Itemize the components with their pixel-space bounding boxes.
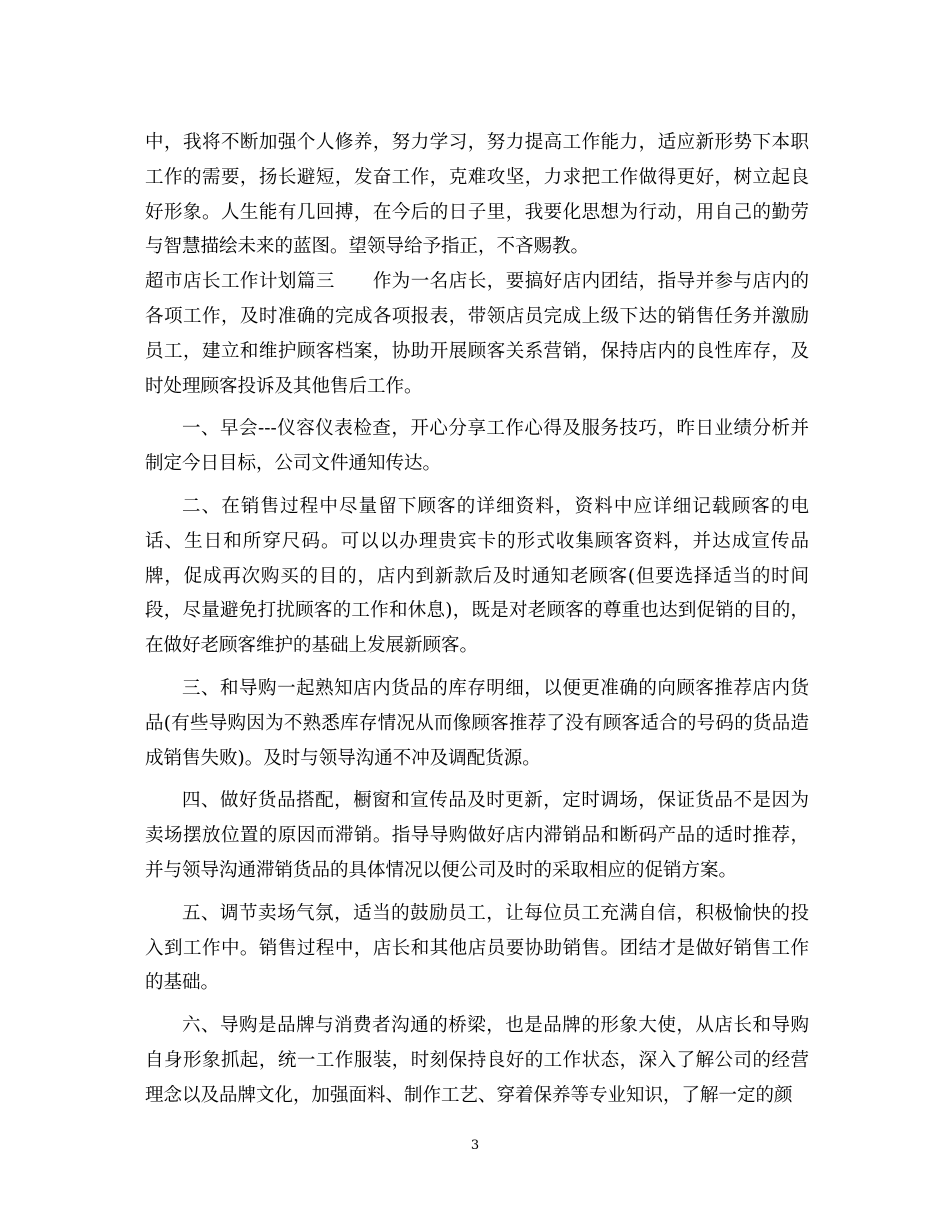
paragraph-item-4: 四、做好货品搭配，橱窗和宣传品及时更新，定时调场，保证货品不是因为卖场摆放位置的原因而滞销。指导导购做好店内滞销品和断码产品的适时推荐，并与领导沟通滞销货品的具体情况以便公司及时的采取相应的促销方案。 [145,790,809,881]
paragraph-item-3: 三、和导购一起熟知店内货品的库存明细，以便更准确的向顾客推荐店内货品(有些导购因为不熟悉库存情况从而像顾客推荐了没有顾客适合的号码的货品造成销售失败)。及时与领导沟通不冲及调配货源。 [145,677,809,769]
paragraph-section-three-intro: 超市店长工作计划篇三 作为一名店长，要搞好店内团结，指导并参与店内的各项工作，及时准确的完成各项报表，带领店员完成上级下达的销售任务并激励员工，建立和维护顾客档案，协助开展顾客关系营销，保持店内的良性库存，及时处理顾客投诉及其他售后工作。 [145,271,809,397]
paragraph-item-5: 五、调节卖场气氛，适当的鼓励员工，让每位员工充满自信，积极愉快的投入到工作中。销售过程中，店长和其他店员要协助销售。团结才是做好销售工作的基础。 [145,902,809,994]
page-number: 3 [470,1138,480,1153]
paragraph-item-2: 二、在销售过程中尽量留下顾客的详细资料，资料中应详细记载顾客的电话、生日和所穿尺码。可以以办理贵宾卡的形式收集顾客资料，并达成宣传品牌，促成再次购买的目的，店内到新款后及时通知老顾客(但要选择适当的时间段，尽量避免打扰顾客的工作和休息)，既是对老顾客的尊重也达到促销的目的，在做好老顾客维护的基础上发展新顾客。 [145,495,809,657]
document-body [145,126,809,1114]
paragraph-item-6: 六、导购是品牌与消费者沟通的桥梁，也是品牌的形象大使，从店长和导购自身形象抓起，统一工作服装，时刻保持良好的工作状态，深入了解公司的经营理念以及品牌文化，加强面料、制作工艺、穿着保养等专业知识，了解一定的颜 [145,1015,809,1106]
paragraph-continuation: 中，我将不断加强个人修养，努力学习，努力提高工作能力，适应新形势下本职工作的需要，扬长避短，发奋工作，克难攻坚，力求把工作做得更好，树立起良好形象。人生能有几回搏，在今后的日子里，我要化思想为行动，用自己的勤劳与智慧描绘未来的蓝图。望领导给予指正，不吝赐教。 [145,132,809,258]
paragraph-item-1: 一、早会---仪容仪表检查，开心分享工作心得及服务技巧，昨日业绩分析并制定今日目标，公司文件通知传达。 [145,418,809,475]
